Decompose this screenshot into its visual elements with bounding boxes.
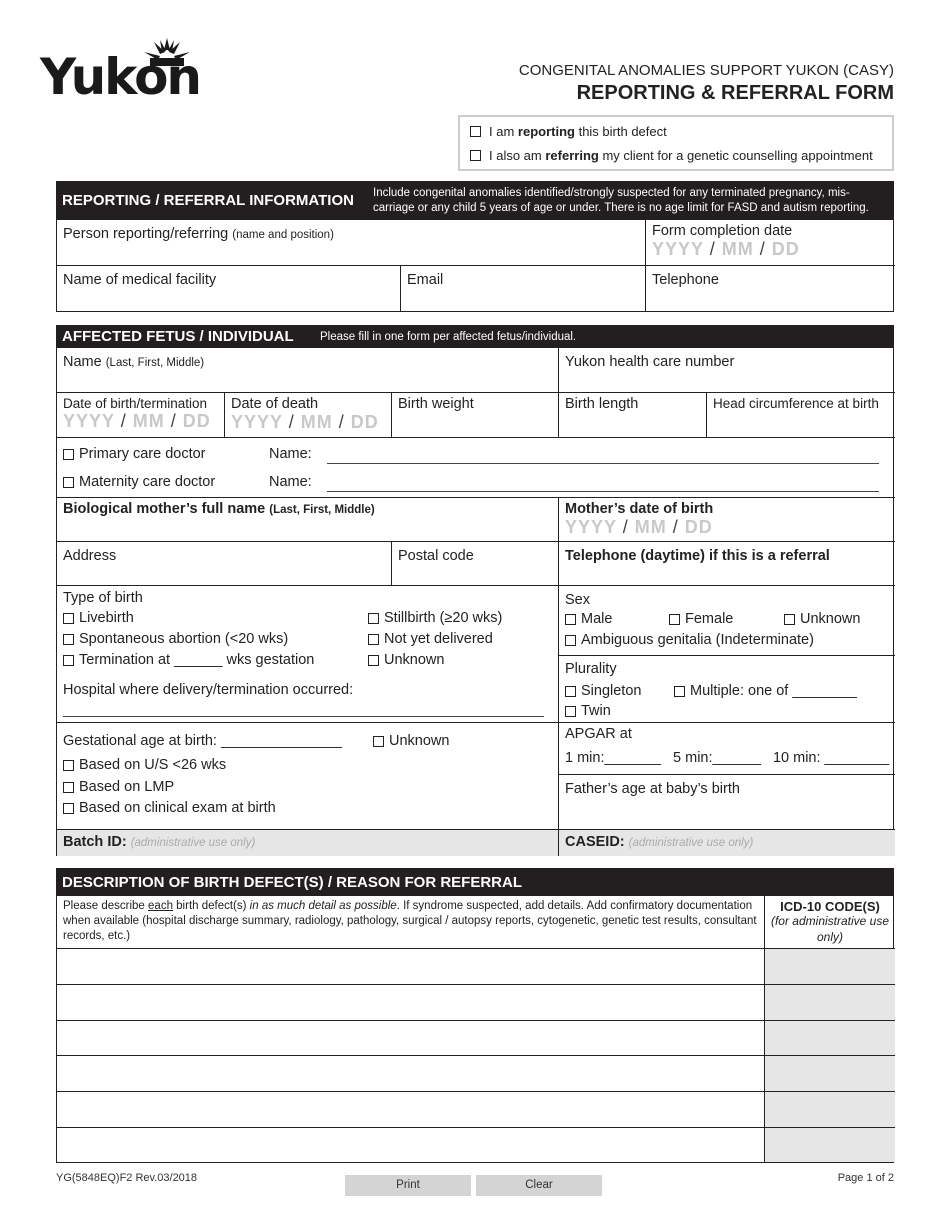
sex-unknown-option[interactable]: Unknown bbox=[784, 611, 860, 627]
not-yet-delivered-option[interactable]: Not yet delivered bbox=[368, 631, 493, 647]
mother-dob-field[interactable]: Mother’s date of birth YYYY / MM / DD bbox=[559, 498, 895, 542]
description-section-header bbox=[56, 868, 894, 896]
icd-code-cell bbox=[765, 1056, 895, 1092]
form-subtitle: CONGENITAL ANOMALIES SUPPORT YUKON (CASY) bbox=[518, 62, 894, 79]
multiple-option[interactable]: Multiple: one of ________ bbox=[674, 683, 857, 699]
livebirth-option[interactable]: Livebirth bbox=[63, 610, 134, 626]
affected-section bbox=[56, 348, 894, 856]
postal-code-field[interactable]: Postal code bbox=[392, 542, 559, 586]
maternity-care-doctor-option[interactable]: Maternity care doctor bbox=[63, 474, 215, 490]
maternity-doctor-checkbox[interactable] bbox=[63, 477, 74, 488]
print-button[interactable]: Print bbox=[345, 1175, 471, 1196]
yukon-logo bbox=[40, 36, 215, 106]
description-row[interactable] bbox=[57, 1021, 765, 1056]
icd-code-cell bbox=[765, 949, 895, 985]
batch-id-field: Batch ID: (administrative use only) bbox=[57, 830, 559, 856]
gestational-unknown-option[interactable]: Unknown bbox=[373, 733, 449, 749]
description-row[interactable] bbox=[57, 949, 765, 985]
reporting-section-title: REPORTING / REFERRAL INFORMATION bbox=[62, 192, 354, 209]
based-on-us-option[interactable]: Based on U/S <26 wks bbox=[63, 757, 226, 773]
primary-doctor-name-line[interactable] bbox=[327, 463, 879, 464]
death-date-field[interactable]: Date of death YYYY / MM / DD bbox=[225, 393, 392, 438]
birth-date-field[interactable]: Date of birth/termination YYYY / MM / DD bbox=[57, 393, 225, 438]
icd-header: ICD-10 CODE(S) (for administrative use only) bbox=[765, 896, 895, 949]
description-row[interactable] bbox=[57, 1092, 765, 1128]
affected-section-title: AFFECTED FETUS / INDIVIDUAL bbox=[62, 328, 294, 345]
page-number: Page 1 of 2 bbox=[837, 1172, 894, 1184]
gestational-age-block: Gestational age at birth: _______________ Unknown Based on U/S <26 wks Based on LMP Based on clinical exam at birth bbox=[57, 723, 559, 830]
medical-facility-field[interactable]: Name of medical facility bbox=[57, 266, 401, 311]
birth-type-unknown-option[interactable]: Unknown bbox=[368, 652, 444, 668]
reporting-checkbox[interactable] bbox=[470, 126, 481, 137]
email-field[interactable]: Email bbox=[401, 266, 646, 311]
logo-text: Yukon bbox=[40, 48, 201, 106]
intent-box bbox=[458, 115, 894, 171]
primary-doctor-checkbox[interactable] bbox=[63, 449, 74, 460]
form-code: YG(5848EQ)F2 Rev.03/2018 bbox=[56, 1172, 198, 1184]
form-title: REPORTING & REFERRAL FORM bbox=[576, 82, 894, 104]
icd-code-cell bbox=[765, 1021, 895, 1056]
completion-date-placeholder: YYYY / MM / DD bbox=[652, 239, 800, 259]
twin-option[interactable]: Twin bbox=[565, 703, 611, 719]
affected-section-note: Please fill in one form per affected fetus/individual. bbox=[320, 331, 577, 343]
primary-care-doctor-option[interactable]: Primary care doctor bbox=[63, 446, 206, 462]
apgar-values: 1 min:_______ 5 min:______ 10 min: ________ bbox=[565, 750, 890, 766]
father-age-field[interactable]: Father’s age at baby’s birth bbox=[559, 775, 895, 830]
telephone-field[interactable]: Telephone bbox=[652, 272, 719, 288]
head-circumference-field[interactable]: Head circumference at birth bbox=[707, 393, 895, 438]
stillbirth-option[interactable]: Stillbirth (≥20 wks) bbox=[368, 610, 502, 626]
referral-telephone-field[interactable]: Telephone (daytime) if this is a referral bbox=[559, 542, 895, 586]
description-row[interactable] bbox=[57, 1056, 765, 1092]
mother-name-field[interactable]: Biological mother’s full name (Last, First, Middle) bbox=[57, 498, 559, 542]
hospital-line[interactable] bbox=[63, 716, 544, 717]
birth-length-field[interactable]: Birth length bbox=[559, 393, 707, 438]
reporting-section bbox=[56, 220, 894, 312]
doctors-row: Primary care doctor Name: Maternity care doctor Name: bbox=[57, 438, 895, 498]
description-row[interactable] bbox=[57, 1128, 765, 1162]
referring-checkbox[interactable] bbox=[470, 150, 481, 161]
icd-code-cell bbox=[765, 1128, 895, 1162]
health-care-number-field[interactable]: Yukon health care number bbox=[559, 348, 895, 393]
icd-code-cell bbox=[765, 985, 895, 1021]
birth-type-block: Type of birth Livebirth Spontaneous abortion (<20 wks) Termination at ______ wks gestation Stillbirth (≥20 wks) Not yet delivered Unknown Hospital where delivery/termination occurred: bbox=[57, 586, 559, 723]
reporting-option[interactable]: I am reporting this birth defect bbox=[470, 124, 667, 139]
singleton-option[interactable]: Singleton bbox=[565, 683, 641, 699]
person-reporting-field[interactable]: Person reporting/referring (name and position) bbox=[57, 220, 646, 266]
maternity-doctor-name-line[interactable] bbox=[327, 491, 879, 492]
form-completion-date-field[interactable]: Form completion date YYYY / MM / DD bbox=[646, 220, 895, 266]
clear-button[interactable]: Clear bbox=[476, 1175, 602, 1196]
plurality-block: Plurality Singleton Multiple: one of ________ Twin bbox=[559, 656, 895, 723]
spontaneous-abortion-option[interactable]: Spontaneous abortion (<20 wks) bbox=[63, 631, 288, 647]
reporting-section-header bbox=[56, 181, 894, 220]
based-on-clinical-exam-option[interactable]: Based on clinical exam at birth bbox=[63, 800, 276, 816]
referring-option[interactable]: I also am referring my client for a genetic counselling appointment bbox=[470, 148, 873, 163]
birth-weight-field[interactable]: Birth weight bbox=[392, 393, 559, 438]
sex-female-option[interactable]: Female bbox=[669, 611, 733, 627]
description-row[interactable] bbox=[57, 985, 765, 1021]
description-section-title: DESCRIPTION OF BIRTH DEFECT(S) / REASON FOR REFERRAL bbox=[62, 874, 523, 891]
reporting-section-note: Include congenital anomalies identified/strongly suspected for any terminated pregnancy, mis-carriage or any child 5 years of age or under. There is no age limit for FASD and autism reporting. bbox=[373, 187, 869, 214]
description-section bbox=[56, 896, 894, 1163]
description-instructions: Please describe each birth defect(s) in as much detail as possible. If syndrome suspected, add details. Add confirmatory documentation when available (hospital discharge summary, radiology, pathology, surgical / autopsy reports, cytogenetic, genetic test results, consultant records, etc.) bbox=[57, 896, 765, 949]
individual-name-field[interactable]: Name (Last, First, Middle) bbox=[57, 348, 559, 393]
apgar-block[interactable]: APGAR at 1 min:_______ 5 min:______ 10 min: ________ bbox=[559, 723, 895, 775]
icd-code-cell bbox=[765, 1092, 895, 1128]
ambiguous-genitalia-option[interactable]: Ambiguous genitalia (Indeterminate) bbox=[565, 632, 814, 648]
termination-option[interactable]: Termination at ______ wks gestation bbox=[63, 652, 314, 668]
address-field[interactable]: Address bbox=[57, 542, 392, 586]
affected-section-header bbox=[56, 325, 894, 348]
based-on-lmp-option[interactable]: Based on LMP bbox=[63, 779, 174, 795]
sex-male-option[interactable]: Male bbox=[565, 611, 612, 627]
caseid-field: CASEID: (administrative use only) bbox=[559, 830, 895, 856]
sex-block: Sex Male Female Unknown Ambiguous genitalia (Indeterminate) bbox=[559, 586, 895, 656]
